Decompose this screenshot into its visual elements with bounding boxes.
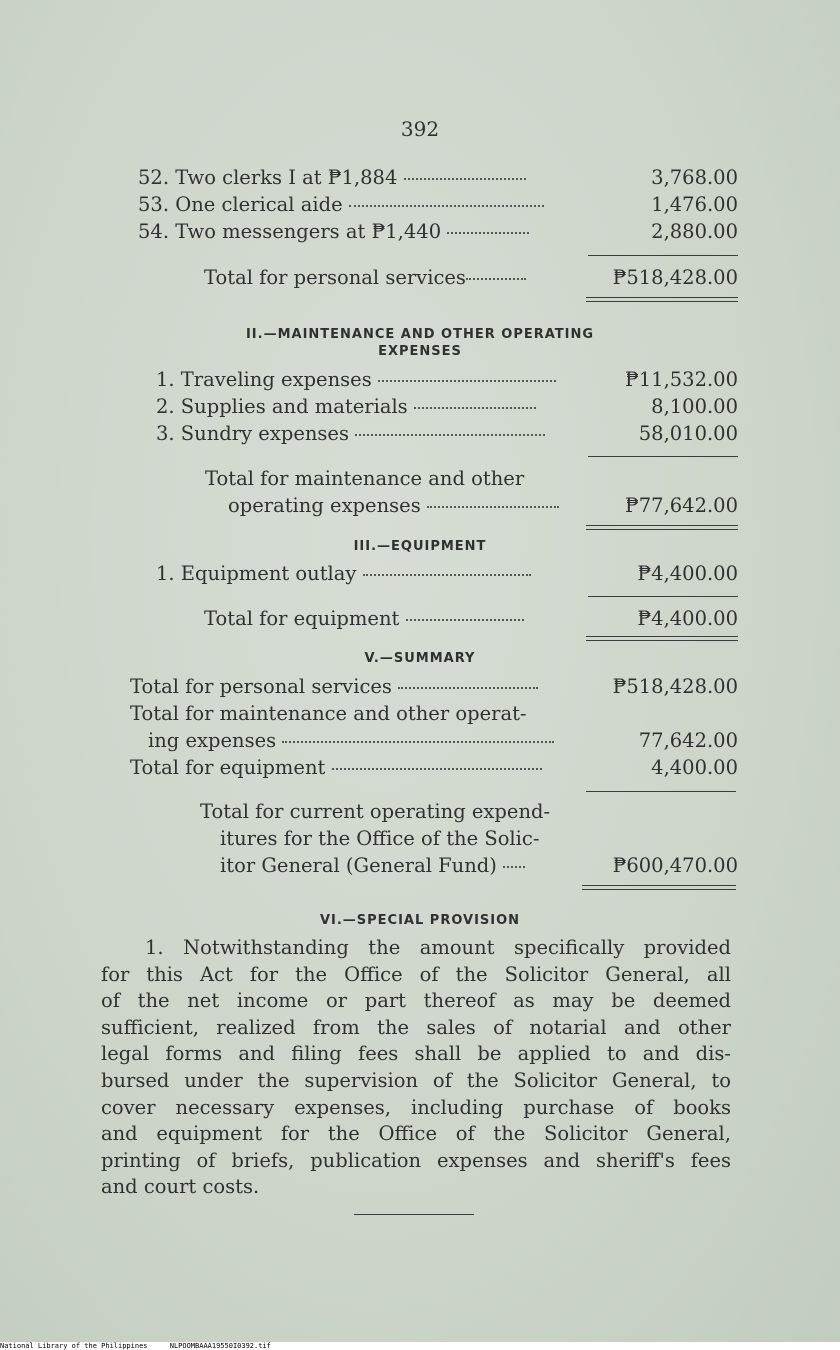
amount-summary-personal: ₱518,428.00 [612, 675, 738, 698]
section-heading-summary: V.—SUMMARY [364, 651, 476, 666]
subtotal-rule [588, 456, 738, 457]
total-double-rule [586, 297, 738, 302]
section-heading-equipment: III.—EQUIPMENT [353, 539, 487, 554]
dot-leader [404, 178, 526, 180]
scan-footer [0, 1342, 840, 1350]
section-heading-special-provision: VI.—SPECIAL PROVISION [319, 913, 521, 928]
total-equipment: Total for equipment [204, 607, 524, 631]
summary-personal: Total for personal services [130, 675, 538, 699]
amount-sundry: 58,010.00 [638, 422, 738, 445]
summary-equipment: Total for equipment [130, 756, 542, 780]
summary-maintenance-line2: ing expenses [148, 729, 554, 753]
total-maintenance-line2: operating expenses [228, 494, 559, 518]
amount-total-maintenance: ₱77,642.00 [624, 494, 738, 517]
end-rule [354, 1214, 474, 1215]
dot-leader [503, 866, 525, 868]
paragraph-line: legal forms and filing fees shall be applied to and dis- [101, 1042, 731, 1066]
page-number: 392 [400, 117, 440, 141]
line-item-equipment: 1. Equipment outlay [156, 562, 531, 586]
amount-messengers: 2,880.00 [651, 220, 738, 243]
paragraph-line: sufficient, realized from the sales of notarial and other [101, 1015, 731, 1039]
dot-leader [466, 278, 526, 280]
paragraph-line: cover necessary expenses, including purchase of books [101, 1095, 731, 1119]
dot-leader [349, 205, 544, 207]
line-item-traveling: 1. Traveling expenses [156, 368, 556, 392]
dot-leader [406, 619, 524, 621]
amount-equipment: ₱4,400.00 [637, 562, 738, 585]
special-provision-paragraph [101, 935, 731, 1201]
total-double-rule [586, 636, 738, 641]
line-item-supplies: 2. Supplies and materials [156, 395, 536, 419]
subtotal-rule [588, 255, 738, 256]
line-item-clerks: 52. Two clerks I at ₱1,884 [138, 166, 526, 190]
footer-filename: NLPOOMBAAA19550I0392.tif [169, 1342, 271, 1350]
amount-summary-maintenance: 77,642.00 [638, 729, 738, 752]
amount-total-equipment: ₱4,400.00 [637, 607, 738, 630]
dot-leader [363, 574, 531, 576]
dot-leader [414, 407, 536, 409]
paragraph-line: bursed under the supervision of the Solicitor General, to [101, 1068, 731, 1092]
dot-leader [282, 741, 554, 743]
section-heading-maintenance: II.—MAINTENANCE AND OTHER OPERATING [245, 327, 595, 342]
grand-total-line2: itures for the Office of the Solic- [220, 827, 540, 850]
summary-maintenance-line1: Total for maintenance and other operat- [130, 702, 527, 725]
total-double-rule [582, 885, 736, 890]
line-item-clerical-aide: 53. One clerical aide [138, 193, 544, 217]
total-personal-services: Total for personal services [204, 266, 526, 290]
paragraph-line: 1. Notwithstanding the amount specifically provided [145, 936, 731, 959]
footer-library: National Library of the Philippines [0, 1342, 148, 1350]
paragraph-line: and equipment for the Office of the Solicitor General, [101, 1122, 731, 1146]
amount-total-personal: ₱518,428.00 [612, 266, 738, 289]
dot-leader [427, 506, 559, 508]
dot-leader [378, 380, 556, 382]
paragraph-line: printing of briefs, publication expenses and sheriff's fees [101, 1148, 731, 1172]
paragraph-line: and court costs. [101, 1175, 260, 1199]
dot-leader [447, 232, 529, 234]
dot-leader [355, 434, 545, 436]
line-item-messengers: 54. Two messengers at ₱1,440 [138, 220, 529, 244]
total-double-rule [586, 525, 738, 530]
amount-clerks: 3,768.00 [651, 166, 738, 189]
paragraph-line: for this Act for the Office of the Solicitor General, all [101, 962, 731, 986]
section-heading-maintenance-cont: EXPENSES [378, 344, 462, 359]
amount-supplies: 8,100.00 [651, 395, 738, 418]
dot-leader [398, 687, 538, 689]
grand-total-line1: Total for current operating expend- [200, 800, 551, 823]
total-maintenance-line1: Total for maintenance and other [205, 467, 525, 490]
dot-leader [332, 768, 542, 770]
amount-clerical-aide: 1,476.00 [651, 193, 738, 216]
amount-grand-total: ₱600,470.00 [612, 854, 738, 877]
subtotal-rule [588, 596, 738, 597]
subtotal-rule [586, 791, 736, 792]
amount-summary-equipment: 4,400.00 [651, 756, 738, 779]
line-item-sundry: 3. Sundry expenses [156, 422, 545, 446]
paragraph-line: of the net income or part thereof as may be deemed [101, 989, 731, 1013]
amount-traveling: ₱11,532.00 [624, 368, 738, 391]
grand-total-line3: itor General (General Fund) [220, 854, 525, 878]
